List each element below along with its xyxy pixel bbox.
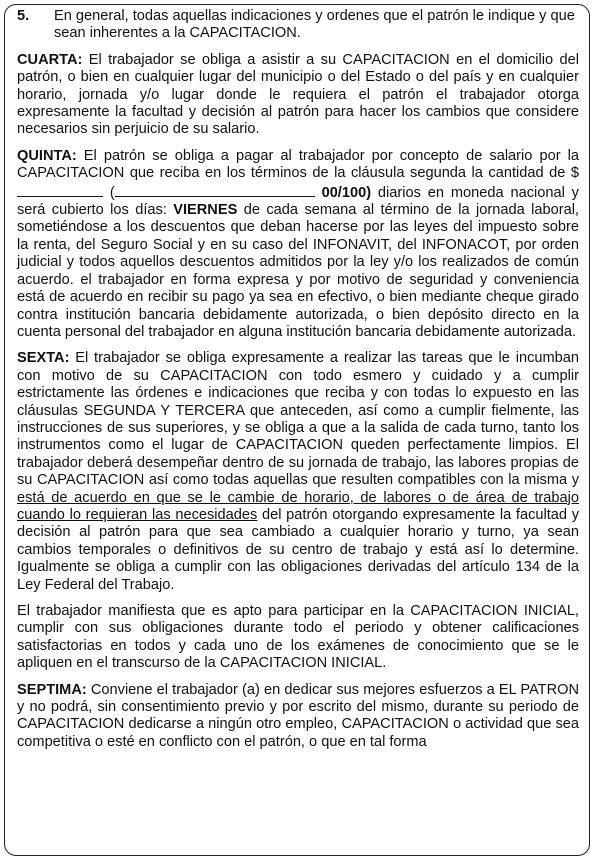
clause-text: de cada semana al término de la jornada laboral, sometiéndose a los descuentos que deban hacerse por las leyes del impuesto sobre la renta, del Seguro Social y en su caso del INFONAVIT, del INFONACOT, por orden judicial y todos aquellos descuentos admitidos por la ley y/o los realizados de común acuerdo. el trabajador en forma expresa y por motivo de seguridad y conveniencia está de acuerdo en recibir su pago ya sea en efectivo, o bien mediante cheque girado contra institución bancaria debidamente autorizada, o bien depósito directo en la cuenta personal del trabajador en alguna institución bancaria debidamente autorizada. (17, 202, 579, 340)
amount-words-blank[interactable] (115, 183, 315, 197)
clause-sexta (17, 350, 579, 594)
document-body (17, 8, 579, 760)
clause-cuarta (17, 52, 579, 139)
cents-text: 00/100) (314, 184, 372, 201)
clause-label: SEXTA: (17, 350, 70, 367)
clause-quinta (17, 148, 579, 341)
clause-label: SEPTIMA: (17, 681, 87, 698)
clause-text: Conviene el trabajador (a) en dedicar sus mejores esfuerzos a EL PATRON y no podrá, sin consentimiento previo y por escrito del mismo, durante su periodo de CAPACITACION dedicarse a ningún otro empleo, CAPACITACION o actividad que sea competitiva o esté en conflicto con el patrón, o que en tal forma (17, 681, 579, 750)
list-item-number: 5. (17, 8, 30, 24)
list-item-text: En general, todas aquellas indicaciones y ordenes que el patrón le indique y que sean inherentes a la CAPACITACION. (54, 8, 575, 42)
clause-text: El patrón se obliga a pagar al trabajador por concepto de salario por la CAPACITACION que reciba en los términos de la cláusula segunda la cantidad de $ (17, 147, 579, 182)
clause-label: CUARTA: (17, 51, 83, 68)
clause-label: QUINTA: (17, 147, 77, 164)
clause-text: El trabajador se obliga expresamente a realizar las tareas que le incumban con motivo de su CAPACITACION con todo esmero y cuidado y a cumplir estrictamente las órdenes e indicaciones que reciba y con todas lo expuesto en las cláusulas SEGUNDA Y TERCERA que anteceden, así como a cumplir fielmente, las instrucciones de sus superiores, y se obliga a que a la salida de cada turno, tanto los instrumentos como el lugar de CAPACITACION queden perfectamente limpios. El trabajador deberá desempeñar dentro de su jornada de trabajo, las labores propias de su CAPACITACION así como todas aquellas que resulten compatibles con la misma y (17, 350, 579, 489)
clause-text: ( (103, 184, 115, 201)
amount-blank[interactable] (17, 183, 103, 197)
clause-septima (17, 682, 579, 752)
underlined-text: está de acuerdo en que se le cambie de horario, de labores o de área de trabajo cuando lo requieran las necesidades (17, 489, 579, 523)
pay-day: VIERNES (173, 202, 238, 219)
paragraph-apto (17, 603, 579, 673)
clause-text: del patrón otorgando expresamente la facultad y decisión al patrón para que sea cambiado a cualquier horario y turno, ya sean cambios temporales o definitivos de su centro de trabajo y está así lo determine. Igualmente se obliga a cumplir con las obligaciones derivadas del artículo 134 de la Ley Federal del Trabajo. (17, 506, 580, 593)
clause-text: El trabajador se obliga a asistir a su CAPACITACION en el domicilio del patrón, o bien en cualquier lugar del municipio o del Estado o del país y en cualquier horario, jornada y/o lugar donde le requiera el patrón el trabajador otorga expresamente la facultad y decisión al patrón para hacer los cambios que considere necesarios sin perjuicio de su salario. (17, 51, 579, 138)
list-item-5 (17, 8, 579, 43)
paragraph-text: El trabajador manifiesta que es apto para participar en la CAPACITACION INICIAL, cumplir con sus obligaciones durante todo el periodo y obtener calificaciones satisfactorias en todos y cada uno de los exámenes de conocimiento que se le apliquen en el transcurso de la CAPACITACION INICIAL. (17, 603, 579, 672)
clause-text: diarios en moneda nacional y será cubierto los días: (17, 184, 579, 219)
